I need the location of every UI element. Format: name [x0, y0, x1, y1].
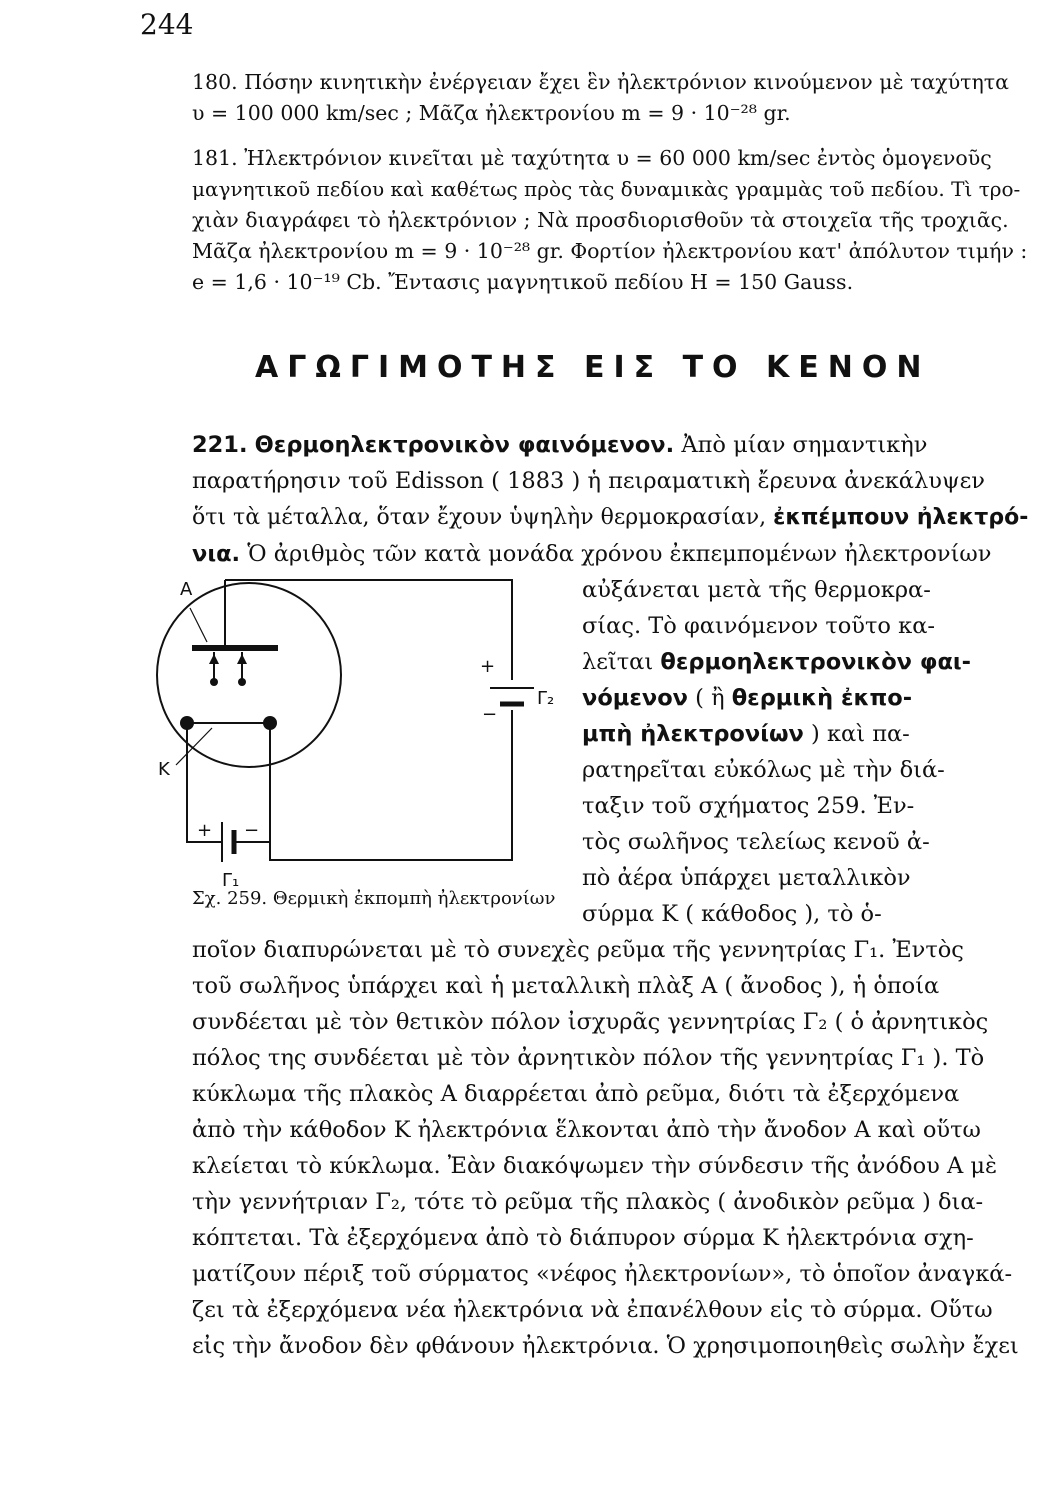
emphasis-text: νια. [192, 541, 241, 567]
emphasis-text: θερμικὴ ἐκπο- [731, 685, 913, 711]
paragraph-line-18: πόλος της συνδέεται μὲ τὸν ἀρνητικὸν πόλον τῆς γεννητρίας Γ₁ ). Τὸ [192, 1045, 985, 1071]
paragraph-text: Ὁ ἀριθμὸς τῶν κατὰ μονάδα χρόνου ἐκπεμπομένων ἠλεκτρονίων [247, 541, 992, 567]
paragraph-line-19: κύκλωμα τῆς πλακὸς Α διαρρέεται ἀπὸ ρεῦμα, διότι τὰ ἐξερχόμενα [192, 1081, 960, 1107]
label-minus-g1: − [244, 820, 260, 841]
anode-circuit-wire [225, 580, 512, 680]
paragraph-line-12: τὸς σωλῆνος τελείως κενοῦ ἀ- [582, 829, 930, 855]
vacuum-tube [157, 583, 341, 767]
exercise-180-line-1 [192, 70, 1009, 94]
paragraph-line-11: ταξιν τοῦ σχήματος 259. Ἐν- [582, 793, 915, 819]
paragraph-title: Θερμοηλεκτρονικὸν φαινόμενον. [254, 432, 675, 458]
paragraph-text: Ἀπὸ μίαν σημαντικὴν [681, 432, 928, 458]
paragraph-text: ) καὶ πα- [811, 721, 910, 747]
paragraph-line-3 [192, 505, 1028, 530]
exercise-181-line-5: e = 1,6 · 10⁻¹⁹ Cb. Ἔντασις μαγνητικοῦ πεδίου H = 150 Gauss. [192, 270, 854, 294]
figure-caption: Σχ. 259. Θερμικὴ ἐκπομπὴ ἠλεκτρονίων [192, 888, 556, 909]
paragraph-line-26: εἰς τὴν ἄνοδον δὲν φθάνουν ἠλεκτρόνια. Ὁ χρησιμοποιηθεὶς σωλὴν ἔχει [192, 1333, 1019, 1359]
paragraph-line-20: ἀπὸ τὴν κάθοδον Κ ἠλεκτρόνια ἕλκονται ἀπὸ τὴν ἄνοδον Α καὶ οὕτω [192, 1117, 981, 1143]
emphasis-text: μπὴ ἠλεκτρονίων [582, 721, 804, 747]
exercise-text: Ἠλεκτρόνιον κινεῖται μὲ ταχύτητα υ = 60 000 km/sec ἐντὸς ὁμογενοῦς [244, 146, 992, 170]
paragraph-line-23: κόπτεται. Τὰ ἐξερχόμενα ἀπὸ τὸ διάπυρον σύρμα Κ ἠλεκτρόνια σχη- [192, 1225, 974, 1251]
label-anode: Α [180, 579, 193, 600]
label-g2: Γ₂ [537, 688, 555, 709]
page-number: 244 [140, 8, 194, 41]
paragraph-line-2: παρατήρησιν τοῦ Edisson ( 1883 ) ἡ πειραματικὴ ἔρευνα ἀνεκάλυψεν [192, 468, 985, 494]
paragraph-line-5: αὐξάνεται μετὰ τῆς θερμοκρα- [582, 577, 931, 603]
paragraph-text: ( ἢ [695, 685, 725, 711]
paragraph-text: ὅτι τὰ μέταλλα, ὅταν ἔχουν ὑψηλὴν θερμοκρασίαν, [192, 505, 767, 530]
label-minus-g2: − [482, 704, 498, 725]
section-heading: ΑΓΩΓΙΜΟΤΗΣ ΕΙΣ ΤΟ ΚΕΝΟΝ [255, 350, 931, 385]
paragraph-line-9 [582, 721, 910, 747]
paragraph-text: λεῖται [582, 649, 654, 675]
paragraph-line-16: τοῦ σωλῆνος ὑπάρχει καὶ ἡ μεταλλικὴ πλὰξ Α ( ἄνοδος ), ἡ ὁποία [192, 973, 940, 999]
paragraph-line-25: ζει τὰ ἐξερχόμενα νέα ἠλεκτρόνια νὰ ἐπανέλθουν εἰς τὸ σύρμα. Οὕτω [192, 1297, 993, 1323]
exercise-180-line-2: υ = 100 000 km/sec ; Μᾶζα ἠλεκτρονίου m = 9 · 10⁻²⁸ gr. [192, 101, 791, 125]
exercise-181-line-1 [192, 146, 992, 170]
exercise-text: Πόσην κινητικὴν ἐνέργειαν ἔχει ἓν ἠλεκτρόνιον κινούμενον μὲ ταχύτητα [244, 70, 1009, 94]
emphasis-text: θερμοηλεκτρονικὸν φαι- [660, 649, 972, 675]
paragraph-line-24: ματίζουν πέριξ τοῦ σύρματος «νέφος ἠλεκτρονίων», τὸ ὁποῖον ἀναγκά- [192, 1261, 1013, 1287]
exercise-181-line-4: Μᾶζα ἠλεκτρονίου m = 9 · 10⁻²⁸ gr. Φορτίον ἠλεκτρονίου κατ' ἀπόλυτον τιμήν : [192, 239, 1028, 263]
exercise-181-line-3: χιὰν διαγράφει τὸ ἠλεκτρόνιον ; Νὰ προσδιορισθοῦν τὰ στοιχεῖα τῆς τροχιᾶς. [192, 208, 1009, 232]
paragraph-line-14: σύρμα Κ ( κάθοδος ), τὸ ὁ- [582, 901, 882, 927]
label-plus-g2: + [480, 656, 496, 677]
paragraph-line-15: ποῖον διαπυρώνεται μὲ τὸ συνεχὲς ρεῦμα τῆς γεννητρίας Γ₁. Ἐντὸς [192, 937, 964, 963]
paragraph-line-6: σίας. Τὸ φαινόμενον τοῦτο κα- [582, 613, 935, 639]
exercise-181-line-2: μαγνητικοῦ πεδίου καὶ καθέτως πρὸς τὰς δυναμικὰς γραμμὰς τοῦ πεδίου. Τὶ τρο- [192, 177, 1021, 201]
label-g1: Γ₁ [222, 870, 240, 890]
emphasis-text: ἐκπέμπουν ἠλεκτρό- [773, 505, 1029, 530]
paragraph-line-1 [192, 432, 927, 458]
paragraph-line-7 [582, 649, 971, 675]
paragraph-line-8 [582, 685, 912, 711]
exercise-number: 180. [192, 70, 238, 94]
label-plus-g1: + [197, 820, 213, 841]
paragraph-line-22: τὴν γεννήτριαν Γ₂, τότε τὸ ρεῦμα τῆς πλακὸς ( ἀνοδικὸν ρεῦμα ) δια- [192, 1189, 984, 1215]
paragraph-number: 221. [192, 432, 248, 458]
paragraph-line-17: συνδέεται μὲ τὸν θετικὸν πόλον ἰσχυρᾶς γεννητρίας Γ₂ ( ὁ ἀρνητικὸς [192, 1009, 989, 1035]
figure-thermionic-emission-diagram [152, 560, 572, 890]
paragraph-line-13: πὸ ἀέρα ὑπάρχει μεταλλικὸν [582, 865, 911, 891]
paragraph-line-10: ρατηρεῖται εὐκόλως μὲ τὴν διά- [582, 757, 945, 783]
exercise-number: 181. [192, 146, 238, 170]
paragraph-line-21: κλείεται τὸ κύκλωμα. Ἐὰν διακόψωμεν τὴν σύνδεσιν τῆς ἀνόδου Α μὲ [192, 1153, 998, 1179]
emphasis-text: νόμενον [582, 685, 688, 711]
label-cathode: Κ [158, 759, 170, 780]
